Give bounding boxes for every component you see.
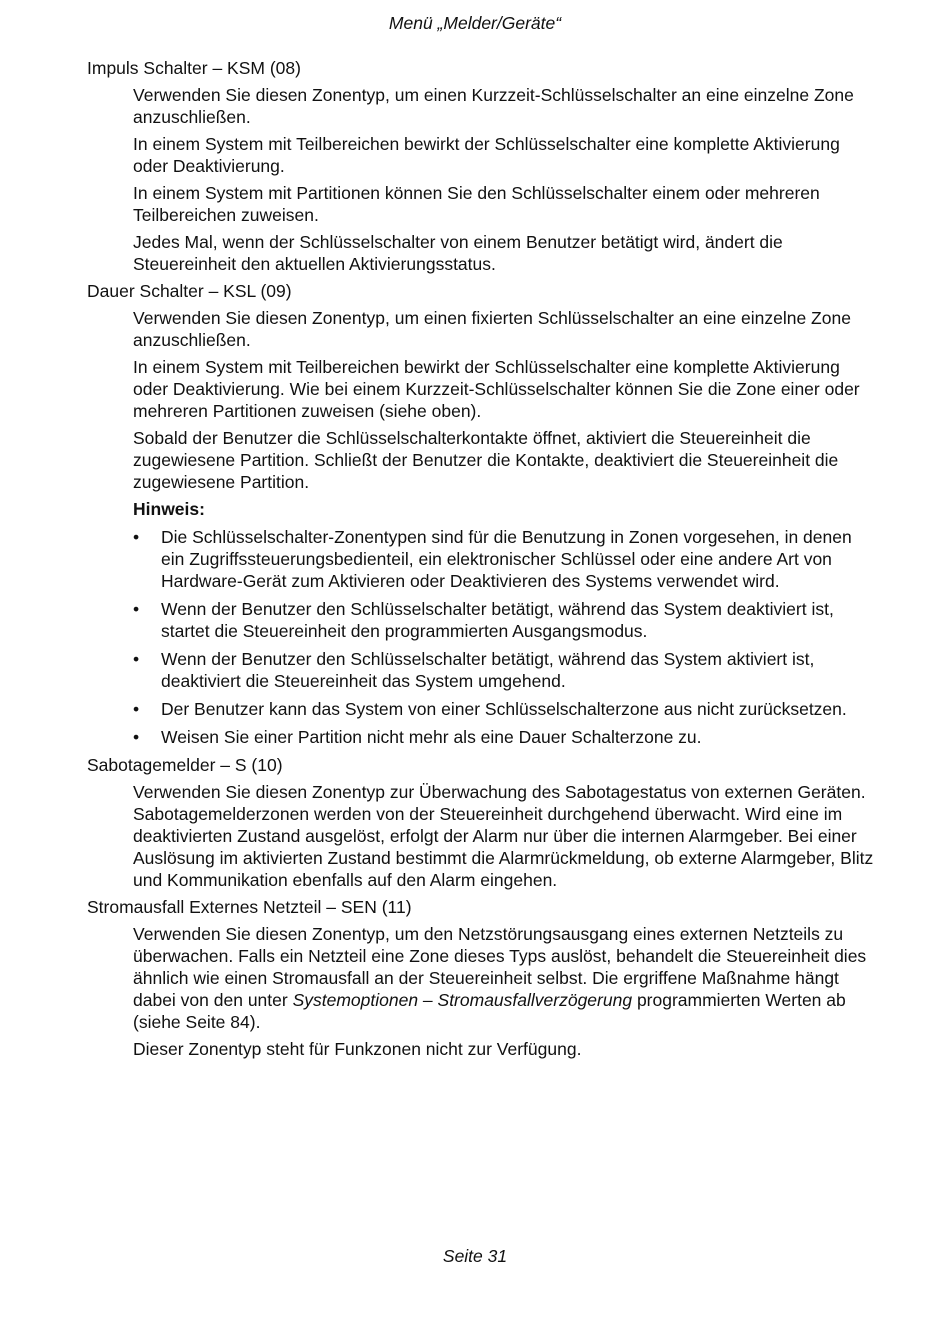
- bullet-icon: •: [133, 699, 140, 719]
- note-item: [133, 698, 877, 720]
- note-text: Weisen Sie einer Partition nicht mehr als eine Dauer Schalterzone zu.: [161, 727, 702, 747]
- ksm-paragraph-1: Verwenden Sie diesen Zonentyp, um einen Kurzzeit-Schlüsselschalter an eine einzelne Zone anzuschließen.: [133, 85, 854, 127]
- term-sen: Stromausfall Externes Netzteil – SEN (11): [87, 897, 412, 917]
- term-ksm: Impuls Schalter – KSM (08): [87, 58, 301, 78]
- bullet-icon: •: [133, 527, 140, 547]
- ksl-paragraph-1: Verwenden Sie diesen Zonentyp, um einen fixierten Schlüsselschalter an eine einzelne Zone anzuschließen.: [133, 308, 851, 350]
- page-number: Seite 31: [442, 1246, 508, 1266]
- sen-paragraph-1-tail: programmierten Werten ab (siehe Seite 84).: [133, 990, 846, 1032]
- sen-paragraph-1-text: Verwenden Sie diesen Zonentyp, um den Netzstörungsausgang eines externen Netzteils zu überwachen. Falls ein Netzteil eine Zone dieses Typs auslöst, behandelt die Steuereinheit dies ähnlich wie einen Stromausfall an der Steuereinheit selbst. Die ergriffene Maßnahme hängt dabei von den unter: [133, 924, 867, 1010]
- document-body: [87, 57, 877, 1065]
- note-text: Wenn der Benutzer den Schlüsselschalter betätigt, während das System deaktiviert ist, startet die Steuereinheit den programmierten Ausgangsmodus.: [161, 599, 834, 641]
- note-text: Die Schlüsselschalter-Zonentypen sind für die Benutzung in Zonen vorgesehen, in denen ein Zugriffssteuerungsbedienteil, ein elektronischer Schlüssel oder eine andere Art von Hardware-Gerät zum Aktivieren oder Deaktivieren des Systems verwendet wird.: [161, 527, 852, 591]
- page-header: Menü „Melder/Geräte“: [388, 13, 562, 33]
- ksm-paragraph-2: In einem System mit Teilbereichen bewirkt der Schlüsselschalter eine komplette Aktivierung oder Deaktivierung.: [133, 134, 840, 176]
- ksl-paragraph-3: Sobald der Benutzer die Schlüsselschalterkontakte öffnet, aktiviert die Steuereinheit die zugewiesene Partition. Schließt der Benutzer die Kontakte, deaktiviert die Steuereinheit die zugewiesene Partition.: [133, 428, 839, 492]
- sen-paragraph-1: [133, 923, 877, 1033]
- note-item: [133, 726, 877, 748]
- sen-paragraph-2: Dieser Zonentyp steht für Funkzonen nicht zur Verfügung.: [133, 1039, 582, 1059]
- bullet-icon: •: [133, 727, 140, 747]
- ksm-paragraph-3: In einem System mit Partitionen können Sie den Schlüsselschalter einem oder mehreren Teilbereichen zuweisen.: [133, 183, 820, 225]
- ksl-paragraph-2: In einem System mit Teilbereichen bewirkt der Schlüsselschalter eine komplette Aktivierung oder Deaktivierung. Wie bei einem Kurzzeit-Schlüsselschalter können Sie die Zone einer oder mehreren Partitionen zuweisen (siehe oben).: [133, 357, 860, 421]
- note-text: Der Benutzer kann das System von einer Schlüsselschalterzone aus nicht zurücksetzen.: [161, 699, 847, 719]
- ksm-paragraph-4: Jedes Mal, wenn der Schlüsselschalter von einem Benutzer betätigt wird, ändert die Steuereinheit den aktuellen Aktivierungsstatus.: [133, 232, 783, 274]
- s-paragraph-1: Verwenden Sie diesen Zonentyp zur Überwachung des Sabotagestatus von externen Geräten. Sabotagemelderzonen werden von der Steuereinheit durchgehend überwacht. Wird eine im deaktivierten Zustand ausgelöst, erfolgt der Alarm nur über die internen Alarmgeber. Bei einer Auslösung im aktivierten Zustand bestimmt die Alarmrückmeldung, ob externe Alarmgeber, Blitz und Kommunikation ebenfalls auf den Alarm eingehen.: [133, 782, 874, 890]
- note-item: [133, 648, 877, 692]
- note-list: [133, 526, 877, 748]
- note-item: [133, 526, 877, 592]
- bullet-icon: •: [133, 599, 140, 619]
- note-heading: Hinweis:: [133, 499, 205, 519]
- term-s: Sabotagemelder – S (10): [87, 755, 283, 775]
- menu-path-reference: Systemoptionen – Stromausfallverzögerung: [292, 990, 633, 1010]
- note-item: [133, 598, 877, 642]
- bullet-icon: •: [133, 649, 140, 669]
- term-ksl: Dauer Schalter – KSL (09): [87, 281, 292, 301]
- note-text: Wenn der Benutzer den Schlüsselschalter betätigt, während das System aktiviert ist, deaktiviert die Steuereinheit das System umgehend.: [161, 649, 815, 691]
